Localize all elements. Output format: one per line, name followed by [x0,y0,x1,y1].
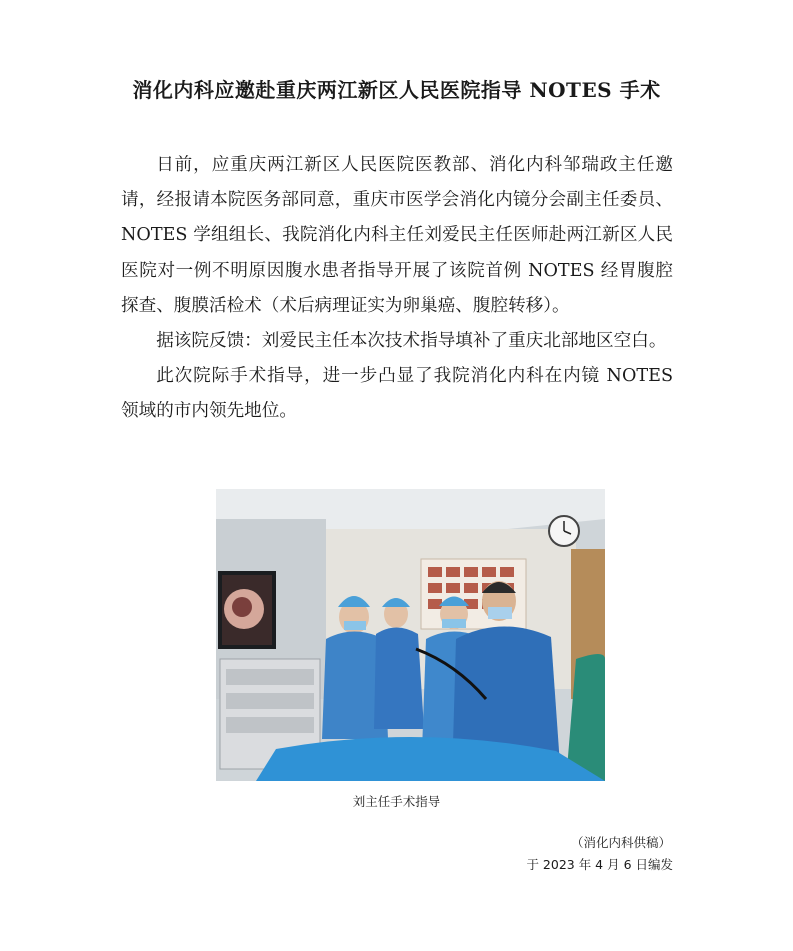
wall-clock-icon [549,516,579,546]
paragraph-3: 此次院际手术指导，进一步凸显了我院消化内科在内镜 NOTES 领域的市内领先地位。 [121,366,673,422]
paragraph-2: 据该院反馈：刘爱民主任本次技术指导填补了重庆北部地区空白。 [156,331,667,352]
photo-caption: 刘主任手术指导 [352,794,441,809]
publish-date: 于 2023 年 4 月 6 日编发 [526,857,673,872]
paragraph-1: 日前，应重庆两江新区人民医院医教部、消化内科邹瑞政主任邀请，经报请本院医务部同意，重庆市医学会消化内镜分会副主任委员、NOTES 学组组长、我院消化内科主任刘爱民主任医师赴两江新区人民医院对一例不明原因腹水患者指导开展了该院首例 NOTES 经胃腹腔探查、腹膜活检术（术后病理证实为卵巢癌、腹腔转移）。 [121,155,673,316]
article-body [121,148,673,430]
surgery-photo [216,489,605,781]
article-title: 消化内科应邀赴重庆两江新区人民医院指导 NOTES 手术 [132,78,661,102]
article-source: （消化内科供稿） [570,835,671,850]
